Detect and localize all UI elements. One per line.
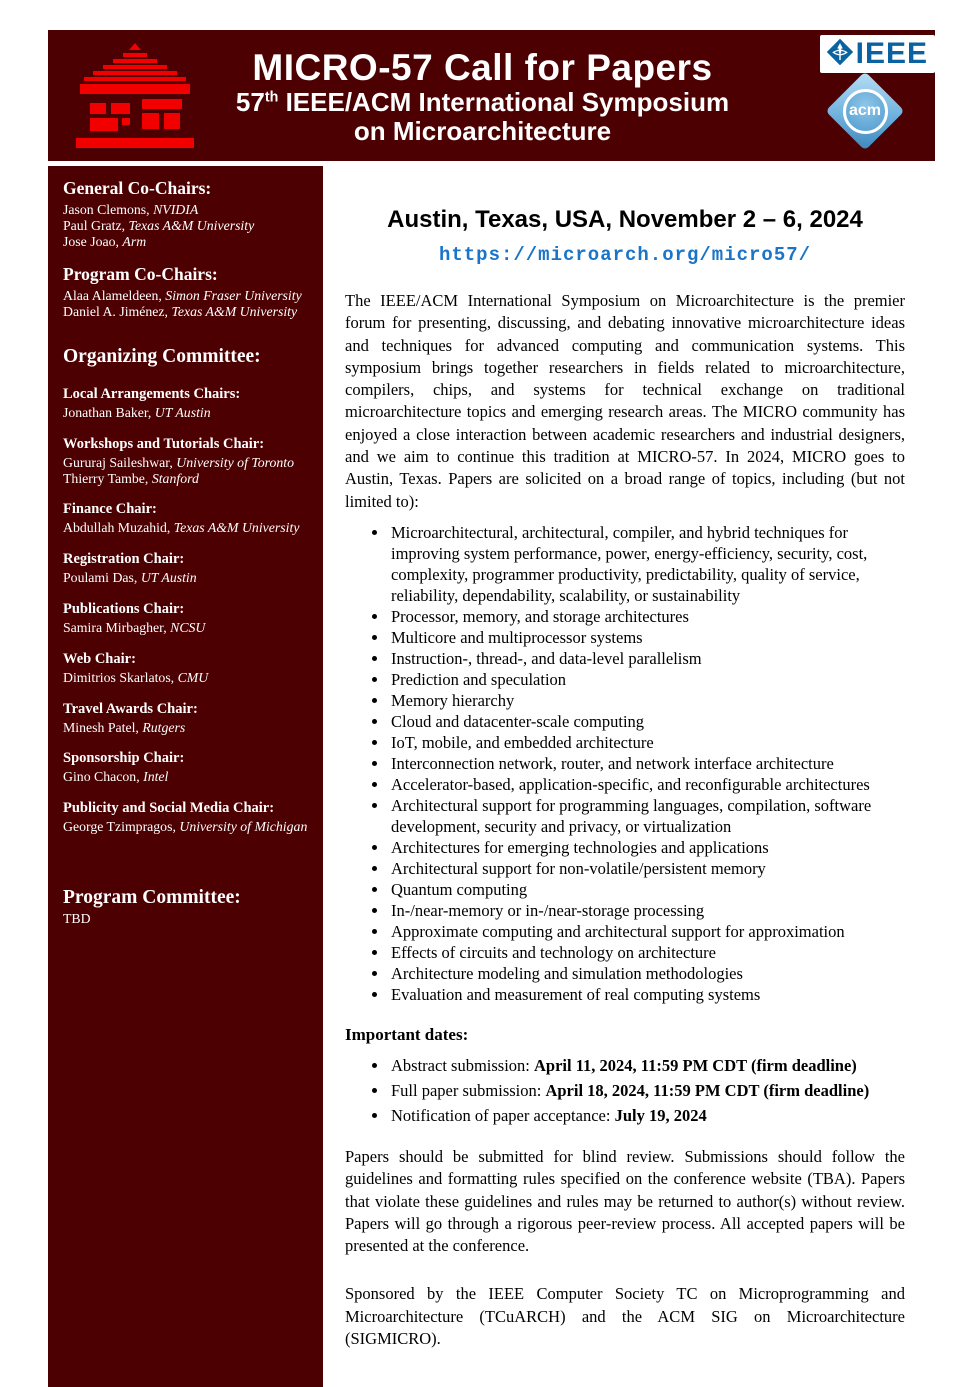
person-affiliation: Texas A&M University [171, 304, 298, 320]
person-affiliation: Stanford [151, 470, 199, 486]
house-base [76, 138, 194, 148]
person-name: Jose Joao, [63, 233, 119, 249]
sidebar-group [63, 750, 308, 785]
subtitle-rest: IEEE/ACM International Symposium [278, 87, 730, 118]
header-logos [765, 30, 935, 161]
sidebar-group [63, 346, 308, 368]
person-name: Alaa Alameldeen, [63, 288, 162, 304]
person-affiliation: Rutgers [142, 719, 186, 735]
date-value: July 19, 2024 [614, 1105, 707, 1125]
subtitle-ordinal: th [264, 89, 279, 106]
sidebar-person [63, 520, 308, 536]
topic-item: • Instruction-, thread-, and data-level parallelism [389, 648, 905, 669]
sidebar-group-heading: Registration Chair: [63, 551, 185, 568]
committee-sidebar [48, 166, 323, 1387]
sidebar-group [63, 800, 308, 835]
person-affiliation: Texas A&M University [128, 217, 255, 233]
person-name: Abdullah Muzahid, [63, 520, 171, 536]
topic-item: • Architectural support for programming languages, compilation, software development, security and privacy, or virtualization [389, 795, 905, 837]
person-name: Thierry Tambe, [63, 470, 149, 486]
sidebar-group [63, 178, 308, 249]
sidebar-group-heading: Sponsorship Chair: [63, 750, 185, 767]
acm-logo [825, 71, 904, 150]
sidebar-person [63, 570, 308, 586]
topic-item: • Approximate computing and architectural support for approximation [389, 921, 905, 942]
sidebar-group-heading: Finance Chair: [63, 501, 157, 518]
person-affiliation: Arm [122, 233, 147, 249]
person-affiliation: NCSU [170, 619, 206, 635]
topics-list [345, 522, 905, 1005]
topic-item: • Architectures for emerging technologies and applications [389, 837, 905, 858]
sidebar-group [63, 436, 308, 487]
sidebar-group [63, 386, 308, 421]
intro-paragraph: The IEEE/ACM International Symposium on Microarchitecture is the premier forum for presenting, discussing, and debating innovative microarchitecture ideas and techniques for advanced computing and communication systems. This symposium brings together researchers in fields related to microarchitecture, compilers, chips, and systems for technical exchange on traditional microarchitecture topics and emerging research areas. The MICRO community has enjoyed a close interaction between academic researchers and industrial designers, and we aim to continue this tradition at MICRO-57. In 2024, MICRO goes to Austin, Texas. Papers are solicited on a broad range of topics, including (but not limited to): [345, 291, 905, 511]
person-affiliation: NVIDIA [153, 202, 199, 217]
topic-item: • Accelerator-based, application-specific, and reconfigurable architectures [389, 774, 905, 795]
person-name: George Tzimpragos, [63, 819, 176, 835]
sidebar-group-heading: Publications Chair: [63, 600, 185, 617]
person-affiliation: Simon Fraser University [165, 288, 302, 304]
person-name: Jason Clemons, [63, 202, 150, 217]
house-roof-bar [84, 77, 186, 81]
topic-item: • Architecture modeling and simulation methodologies [389, 963, 905, 984]
person-name: Poulami Das, [63, 570, 138, 586]
main-content [345, 206, 905, 1350]
date-label: Full paper submission: [391, 1080, 546, 1100]
sidebar-person [63, 471, 308, 487]
topic-item: • Quantum computing [389, 879, 905, 900]
topic-item: • Microarchitectural, architectural, compiler, and hybrid techniques for improving system performance, power, energy-efficiency, security, cost, complexity, programmer productivity, predictability, quality of service, reliability, dependability, scalability, or sustainability [389, 522, 905, 606]
sidebar-person [63, 234, 308, 250]
sidebar-person [63, 769, 308, 785]
sidebar-group-heading: Travel Awards Chair: [63, 700, 198, 717]
house-eaves [80, 84, 190, 94]
person-name: Gururaj Saileshwar, [63, 454, 173, 470]
sidebar-person [63, 288, 308, 304]
sidebar-group-heading: Program Committee: [63, 886, 241, 908]
sidebar-groups [63, 178, 308, 927]
sidebar-person [63, 304, 308, 320]
topic-item: • Cloud and datacenter-scale computing [389, 711, 905, 732]
sidebar-group-heading: General Co-Chairs: [63, 178, 212, 198]
acm-wordmark: acm [843, 89, 888, 134]
sidebar-person [63, 218, 308, 234]
house-roof-tip [129, 43, 141, 50]
sidebar-person [63, 620, 308, 636]
topic-item: • Architectural support for non-volatile/persistent memory [389, 858, 905, 879]
subtitle-number: 57 [235, 87, 265, 118]
page-subtitle [200, 88, 765, 117]
house-roof-bar [123, 53, 147, 57]
person-affiliation: UT Austin [140, 570, 197, 586]
ieee-wordmark: IEEE [855, 37, 928, 70]
topic-item: • Evaluation and measurement of real computing systems [389, 984, 905, 1005]
topic-item: • Effects of circuits and technology on architecture [389, 942, 905, 963]
date-item [389, 1105, 905, 1126]
submission-paragraph: Papers should be submitted for blind review. Submissions should follow the guidelines and formatting rules specified on the conference website (TBA). Papers that violate these guidelines and rules may be returned to author(s) without review. Papers will go through a rigorous peer-review process. All accepted papers will be presented at the conference. [345, 1146, 905, 1256]
person-name: Daniel A. Jiménez, [63, 304, 168, 320]
sidebar-group [63, 264, 308, 320]
sidebar-note: TBD [63, 910, 91, 926]
house-roof-bar [93, 71, 177, 75]
house-roof-bar [113, 59, 157, 63]
sidebar-group-heading: Program Co-Chairs: [63, 264, 218, 285]
sidebar-group [63, 601, 308, 636]
acm-diamond-icon [837, 83, 893, 139]
sidebar-group [63, 887, 308, 927]
conference-location-date: Austin, Texas, USA, November 2 – 6, 2024 [387, 206, 863, 233]
sidebar-person [63, 670, 308, 686]
dates-list [345, 1055, 905, 1126]
person-affiliation: Intel [143, 769, 169, 785]
topic-item: • Interconnection network, router, and network interface architecture [389, 753, 905, 774]
sidebar-group [63, 551, 308, 586]
ieee-logo [820, 35, 935, 73]
date-value: April 11, 2024, 11:59 PM CDT (firm deadline) [534, 1055, 857, 1075]
sidebar-group-heading: Workshops and Tutorials Chair: [63, 435, 265, 452]
person-affiliation: University of Toronto [176, 454, 295, 470]
header-titles [200, 48, 765, 146]
date-value: April 18, 2024, 11:59 PM CDT (firm deadline) [545, 1080, 870, 1100]
sidebar-group-heading: Local Arrangements Chairs: [63, 385, 241, 402]
house-roof-bar [103, 65, 167, 69]
date-item [389, 1055, 905, 1076]
person-affiliation: University of Michigan [179, 819, 308, 835]
person-name: Dimitrios Skarlatos, [63, 669, 175, 685]
date-label: Notification of paper acceptance: [391, 1105, 615, 1125]
topic-item: • Multicore and multiprocessor systems [389, 627, 905, 648]
person-affiliation: UT Austin [154, 404, 211, 420]
page-title: MICRO-57 Call for Papers [252, 46, 713, 88]
sidebar-group [63, 501, 308, 536]
sidebar-person [63, 720, 308, 736]
sidebar-person [63, 819, 308, 835]
micro-house-icon [70, 43, 200, 148]
header-banner [48, 30, 935, 161]
conference-url-link[interactable]: https://microarch.org/micro57/ [438, 244, 812, 266]
sidebar-group [63, 651, 308, 686]
person-name: Gino Chacon, [63, 769, 140, 785]
house-body [80, 94, 190, 134]
person-affiliation: Texas A&M University [173, 520, 300, 536]
person-name: Jonathan Baker, [63, 404, 152, 420]
sidebar-group-heading: Publicity and Social Media Chair: [63, 800, 275, 817]
page-subtitle-line2: on Microarchitecture [353, 115, 612, 146]
topic-item: • IoT, mobile, and embedded architecture [389, 732, 905, 753]
sidebar-group [63, 701, 308, 736]
person-name: Samira Mirbagher, [63, 619, 167, 635]
sidebar-person [63, 202, 308, 218]
ieee-kite-icon [824, 36, 856, 73]
sidebar-person [63, 405, 308, 421]
sponsors-paragraph: Sponsored by the IEEE Computer Society TC on Microprogramming and Microarchitecture (TCuARCH) and the ACM SIG on Microarchitecture (SIGMICRO). [345, 1284, 905, 1349]
topic-item: • Memory hierarchy [389, 690, 905, 711]
topic-item: • In-/near-memory or in-/near-storage processing [389, 900, 905, 921]
topic-item: • Processor, memory, and storage architectures [389, 606, 905, 627]
sidebar-group-heading: Web Chair: [63, 650, 136, 667]
person-affiliation: CMU [177, 669, 209, 685]
person-name: Paul Gratz, [63, 217, 126, 233]
topic-item: • Prediction and speculation [389, 669, 905, 690]
sidebar-person [63, 455, 308, 471]
date-item [389, 1080, 905, 1101]
date-label: Abstract submission: [391, 1055, 534, 1075]
important-dates-heading: Important dates: [345, 1024, 469, 1044]
sidebar-group-heading: Organizing Committee: [63, 345, 261, 367]
person-name: Minesh Patel, [63, 719, 139, 735]
